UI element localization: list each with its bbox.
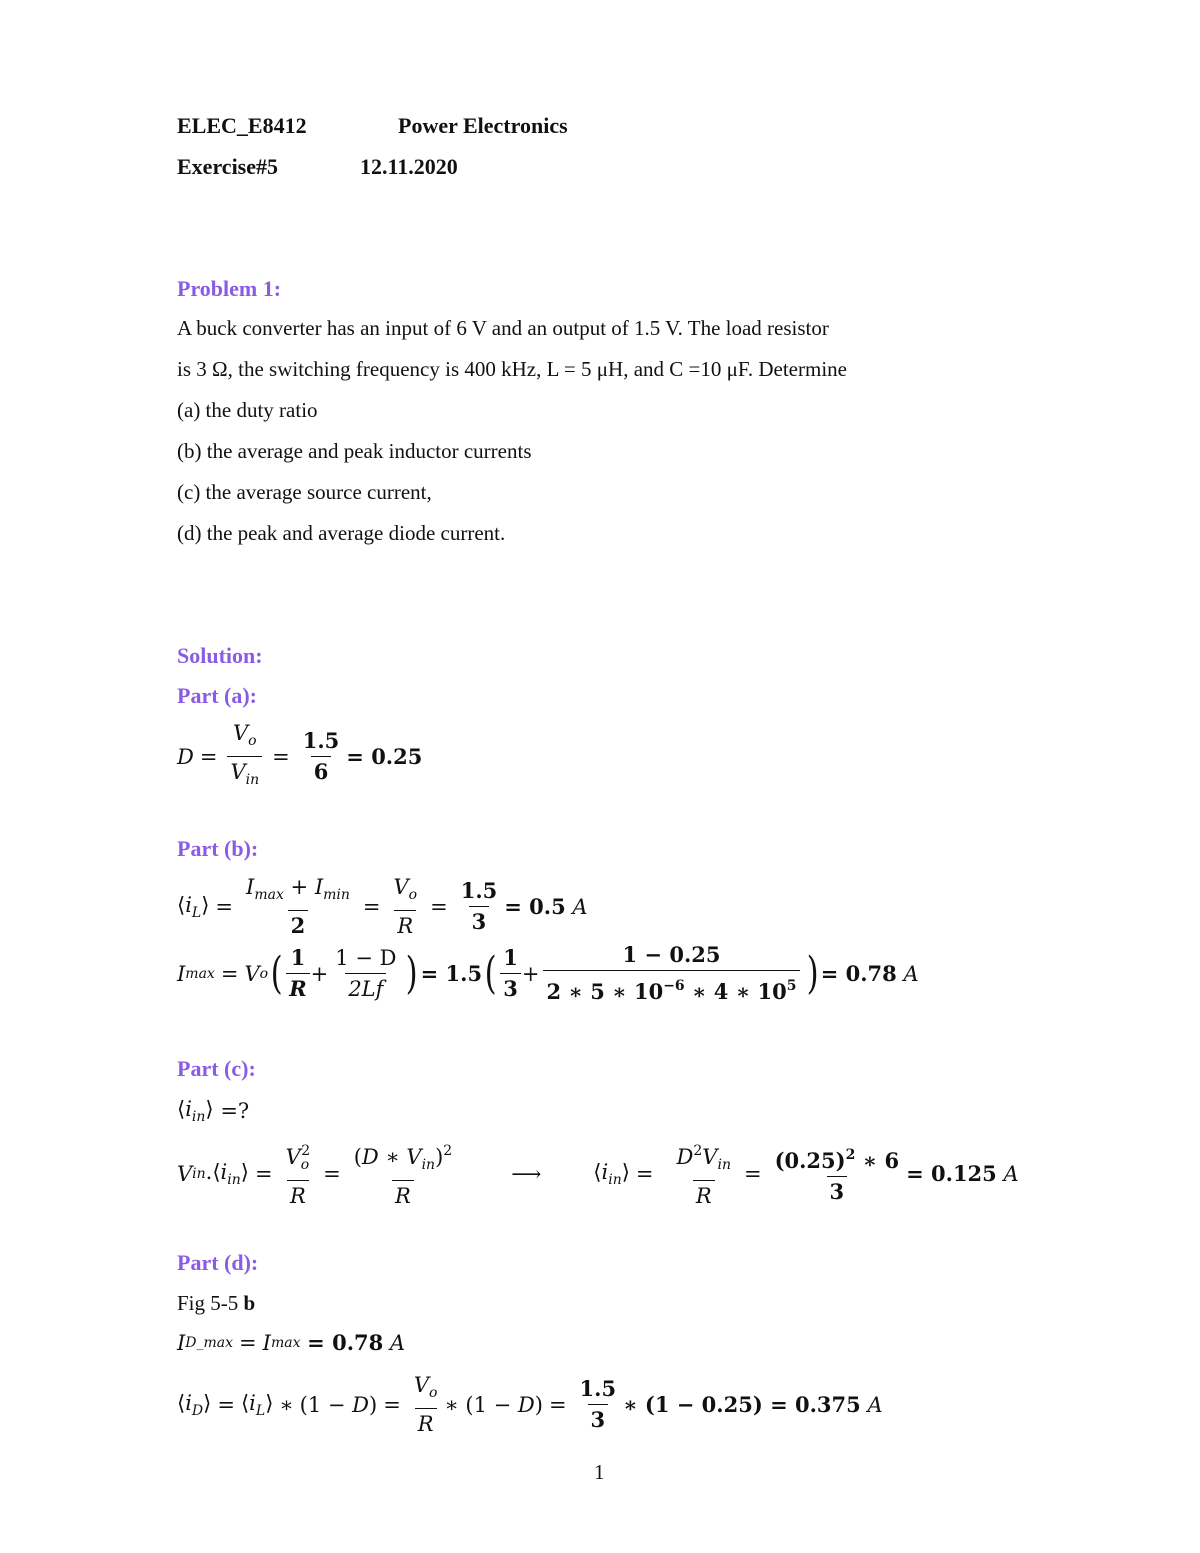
problem-line: is 3 Ω, the switching frequency is 400 kHz, L = 5 μH, and C =10 μF. Determine xyxy=(177,357,847,381)
page-number: 1 xyxy=(594,1460,605,1484)
equation-peak-diode-current: I D_max = I max = 0.78 A xyxy=(177,1330,406,1355)
course-code: ELEC_E8412 xyxy=(177,113,307,138)
figure-reference: Fig 5-5 b xyxy=(177,1291,256,1315)
equation-avg-source-current-question: $⟨i_{in}⟩$ =? xyxy=(177,1097,250,1125)
problem-line: (d) the peak and average diode current. xyxy=(177,521,506,545)
part-a-title: Part (a): xyxy=(177,683,258,708)
solution-title: Solution: xyxy=(177,643,263,668)
part-c-title: Part (c): xyxy=(177,1056,256,1081)
part-d-title: Part (d): xyxy=(177,1250,259,1275)
equation-avg-diode-current: $⟨i_D⟩$ = $⟨i_L⟩$ ∗ (1 − D) = $\frac{V_o}{R}$ ∗ (1 − D) = $\frac{1.5}{3}$ ∗ (1 − 0.25) = 0.375 A xyxy=(177,1373,883,1436)
equation-avg-inductor-current: $⟨i_L⟩$ = $\frac{I_{max} + I_{min}}{2}$ = $\frac{V_o}{R}$ = $\frac{1.5}{3}$ = 0.5 A xyxy=(177,875,588,938)
part-b-title: Part (b): xyxy=(177,836,259,861)
problem-line: (c) the average source current, xyxy=(177,480,432,504)
problem-title: Problem 1: xyxy=(177,276,282,301)
equation-peak-inductor-current: I max = V o ( $\frac{1}{R}$ + $\frac{1 - D}{2Lf}$ ) = 1.5 ( $\frac{1}{3}$ + $\frac{1 - 0.25}{2 ∗ 5 ∗ 10^{-6} ∗ 4 ∗ 10^5}$ ) = 0.78 A xyxy=(177,942,919,1004)
equation-duty-ratio: D = $\frac{V_o}{V_{in}}$ = $\frac{1.5}{6}$ = 0.25 xyxy=(177,720,422,793)
equation-avg-source-current: V in $.⟨i_{in}⟩$ = $\frac{V_o^2}{R}$ = $\frac{(D ∗ V_{in})^2}{R}$ ⟶ $⟨i_{in}⟩$ = $\frac{D^2V_{in}}{R}$ = $\frac{(0.25)^2 ∗ 6}{3}$ = 0.125 A xyxy=(177,1143,1019,1208)
problem-line: A buck converter has an input of 6 V and an output of 1.5 V. The load resistor xyxy=(177,316,829,340)
exercise-date: 12.11.2020 xyxy=(360,154,458,179)
problem-line: (a) the duty ratio xyxy=(177,398,318,422)
problem-text xyxy=(177,308,847,554)
exercise-number: Exercise#5 xyxy=(177,154,279,179)
problem-line: (b) the average and peak inductor currents xyxy=(177,439,532,463)
course-name: Power Electronics xyxy=(398,113,568,138)
